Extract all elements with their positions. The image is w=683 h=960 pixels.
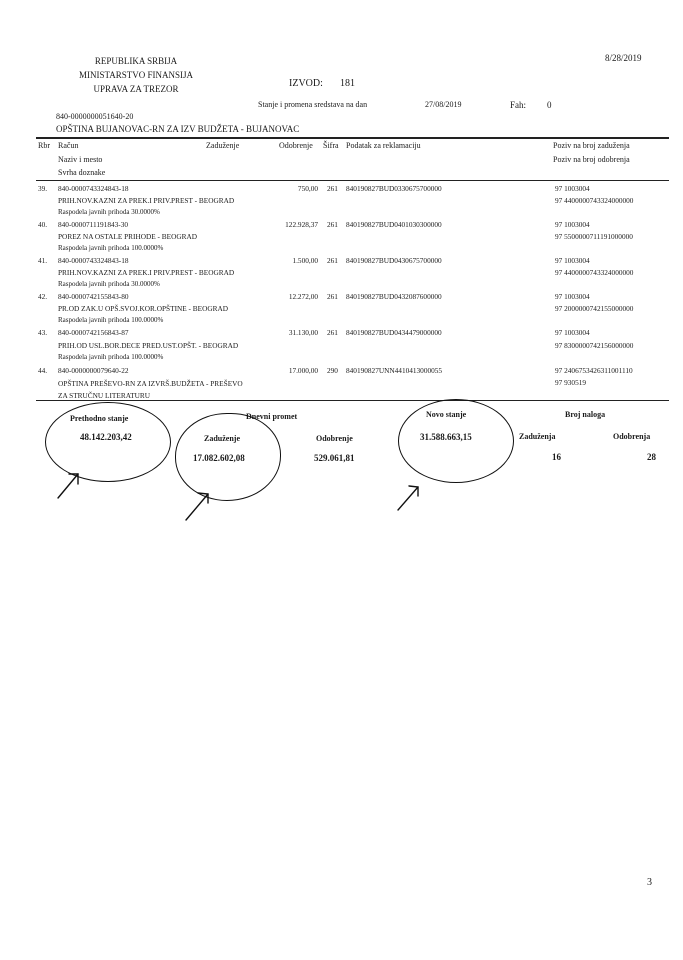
row-podatak: 840190827BUD0432087600000 [346, 292, 442, 301]
col-odobrenje: Odobrenje [279, 141, 313, 150]
col-rbr: Rbr [38, 141, 50, 150]
arrow-icon [409, 486, 418, 496]
dnevni-label: Dnevni promet [246, 412, 298, 421]
row-poziv-odobrenja: 97 2000000742155000000 [555, 304, 634, 313]
broj-odobrenja-value: 28 [647, 452, 656, 462]
row-rbr: 43. [38, 328, 48, 337]
row-odobrenje: 31.130,00 [288, 328, 318, 337]
prethodno-label: Prethodno stanje [70, 414, 129, 423]
row-rbr: 42. [38, 292, 48, 301]
row-naziv: PR.OD ZAK.U OPŠ.SVOJ.KOR.OPŠTINE - BEOGRAD [58, 304, 229, 313]
row-svrha: ZA STRUČNU LITERATURU [58, 391, 151, 400]
row-podatak: 840190827BUD0401030300000 [346, 220, 442, 229]
row-svrha: Raspodela javnih prihoda 30.0000% [58, 280, 160, 288]
row-naziv: OPŠTINA PREŠEVO-RN ZA IZVRŠ.BUDŽETA - PREŠEVO [58, 379, 243, 388]
row-poziv-zaduzenja: 97 1003004 [555, 220, 590, 229]
row-svrha: Raspodela javnih prihoda 100.0000% [58, 353, 164, 361]
col-racun: Račun [58, 141, 79, 150]
row-sifra: 290 [327, 366, 338, 375]
row-sifra: 261 [327, 220, 338, 229]
row-podatak: 840190827UNN4410413000055 [346, 366, 443, 375]
fah-label: Fah: [510, 100, 527, 110]
row-poziv-odobrenja: 97 8300000742156000000 [555, 341, 634, 350]
col-zaduzenje: Zaduženje [206, 141, 240, 150]
row-racun: 840-0000000079640-22 [58, 366, 129, 375]
arrow-icon [198, 493, 208, 503]
row-poziv-odobrenja: 97 930519 [555, 378, 587, 387]
row-racun: 840-0000742156843-87 [58, 328, 129, 337]
row-rbr: 39. [38, 184, 48, 193]
account-name: OPŠTINA BUJANOVAC-RN ZA IZV BUDŽETA - BUJANOVAC [56, 124, 300, 134]
zaduzenje-label: Zaduženje [204, 434, 240, 443]
row-poziv-zaduzenja: 97 1003004 [555, 328, 590, 337]
row-naziv: PRIH.OD USL.BOR.DECE PRED.UST.OPŠT. - BEOGRAD [58, 341, 239, 350]
page-number: 3 [647, 877, 652, 888]
row-racun: 840-0000742155843-80 [58, 292, 129, 301]
account-number: 840-0000000051640-20 [56, 112, 134, 121]
row-poziv-zaduzenja: 97 1003004 [555, 256, 590, 265]
row-racun: 840-0000711191843-30 [58, 220, 128, 229]
novo-label: Novo stanje [426, 410, 467, 419]
row-podatak: 840190827BUD0430675700000 [346, 256, 442, 265]
row-naziv: PRIH.NOV.KAZNI ZA PREK.I PRIV.PREST - BEOGRAD [58, 268, 235, 277]
row-sifra: 261 [327, 184, 338, 193]
row-racun: 840-0000743324843-18 [58, 256, 129, 265]
row-odobrenje: 750,00 [297, 184, 318, 193]
izvod-number: 181 [340, 78, 355, 89]
row-poziv-zaduzenja: 97 1003004 [555, 292, 590, 301]
novo-value: 31.588.663,15 [420, 432, 472, 442]
row-sifra: 261 [327, 292, 338, 301]
org-line-3: UPRAVA ZA TREZOR [93, 84, 179, 94]
row-poziv-zaduzenja: 97 1003004 [555, 184, 590, 193]
row-poziv-odobrenja: 97 4400000743324000000 [555, 268, 634, 277]
stanje-label: Stanje i promena sredstava na dan [258, 100, 368, 109]
row-odobrenje: 12.272,00 [288, 292, 318, 301]
row-sifra: 261 [327, 256, 338, 265]
row-naziv: POREZ NA OSTALE PRIHODE - BEOGRAD [58, 232, 198, 241]
col-svrha: Svrha doznake [58, 168, 106, 177]
col-naziv: Naziv i mesto [58, 155, 103, 164]
arrow-icon [398, 487, 418, 510]
broj-zaduzenja-label: Zaduženja [519, 432, 556, 441]
odobrenje-label: Odobrenje [316, 434, 353, 443]
row-svrha: Raspodela javnih prihoda 100.0000% [58, 244, 164, 252]
col-sifra: Šifra [323, 141, 339, 150]
row-rbr: 41. [38, 256, 48, 265]
row-rbr: 40. [38, 220, 48, 229]
zaduzenje-value: 17.082.602,08 [193, 453, 245, 463]
row-odobrenje: 122.928,37 [285, 220, 318, 229]
row-svrha: Raspodela javnih prihoda 100.0000% [58, 316, 164, 324]
izvod-label: IZVOD: [289, 78, 323, 89]
broj-label: Broj naloga [565, 410, 606, 419]
arrow-icon [58, 474, 78, 498]
broj-odobrenja-label: Odobrenja [613, 432, 651, 441]
fah-value: 0 [547, 100, 552, 110]
row-racun: 840-0000743324843-18 [58, 184, 129, 193]
col-poziv-odobrenja: Poziv na broj odobrenja [553, 155, 630, 164]
odobrenje-value: 529.061,81 [314, 453, 355, 463]
broj-zaduzenja-value: 16 [552, 452, 561, 462]
row-podatak: 840190827BUD0330675700000 [346, 184, 442, 193]
org-line-2: MINISTARSTVO FINANSIJA [78, 70, 194, 80]
row-sifra: 261 [327, 328, 338, 337]
org-line-1: REPUBLIKA SRBIJA [94, 56, 178, 66]
prethodno-value: 48.142.203,42 [80, 432, 132, 442]
col-poziv-zaduzenja: Poziv na broj zaduženja [553, 141, 630, 150]
row-podatak: 840190827BUD0434479000000 [346, 328, 442, 337]
arrow-icon [186, 494, 208, 520]
row-rbr: 44. [38, 366, 48, 375]
row-poziv-zaduzenja: 97 2406753426311001110 [555, 366, 633, 375]
row-odobrenje: 17.000,00 [288, 366, 318, 375]
col-podatak: Podatak za reklamaciju [346, 141, 421, 150]
row-poziv-odobrenja: 97 4400000743324000000 [555, 196, 634, 205]
row-naziv: PRIH.NOV.KAZNI ZA PREK.I PRIV.PREST - BEOGRAD [58, 196, 235, 205]
row-poziv-odobrenja: 97 5500000711191000000 [555, 232, 633, 241]
print-date: 8/28/2019 [605, 53, 642, 63]
row-odobrenje: 1.500,00 [292, 256, 318, 265]
row-svrha: Raspodela javnih prihoda 30.0000% [58, 208, 160, 216]
stanje-date: 27/08/2019 [425, 100, 462, 109]
